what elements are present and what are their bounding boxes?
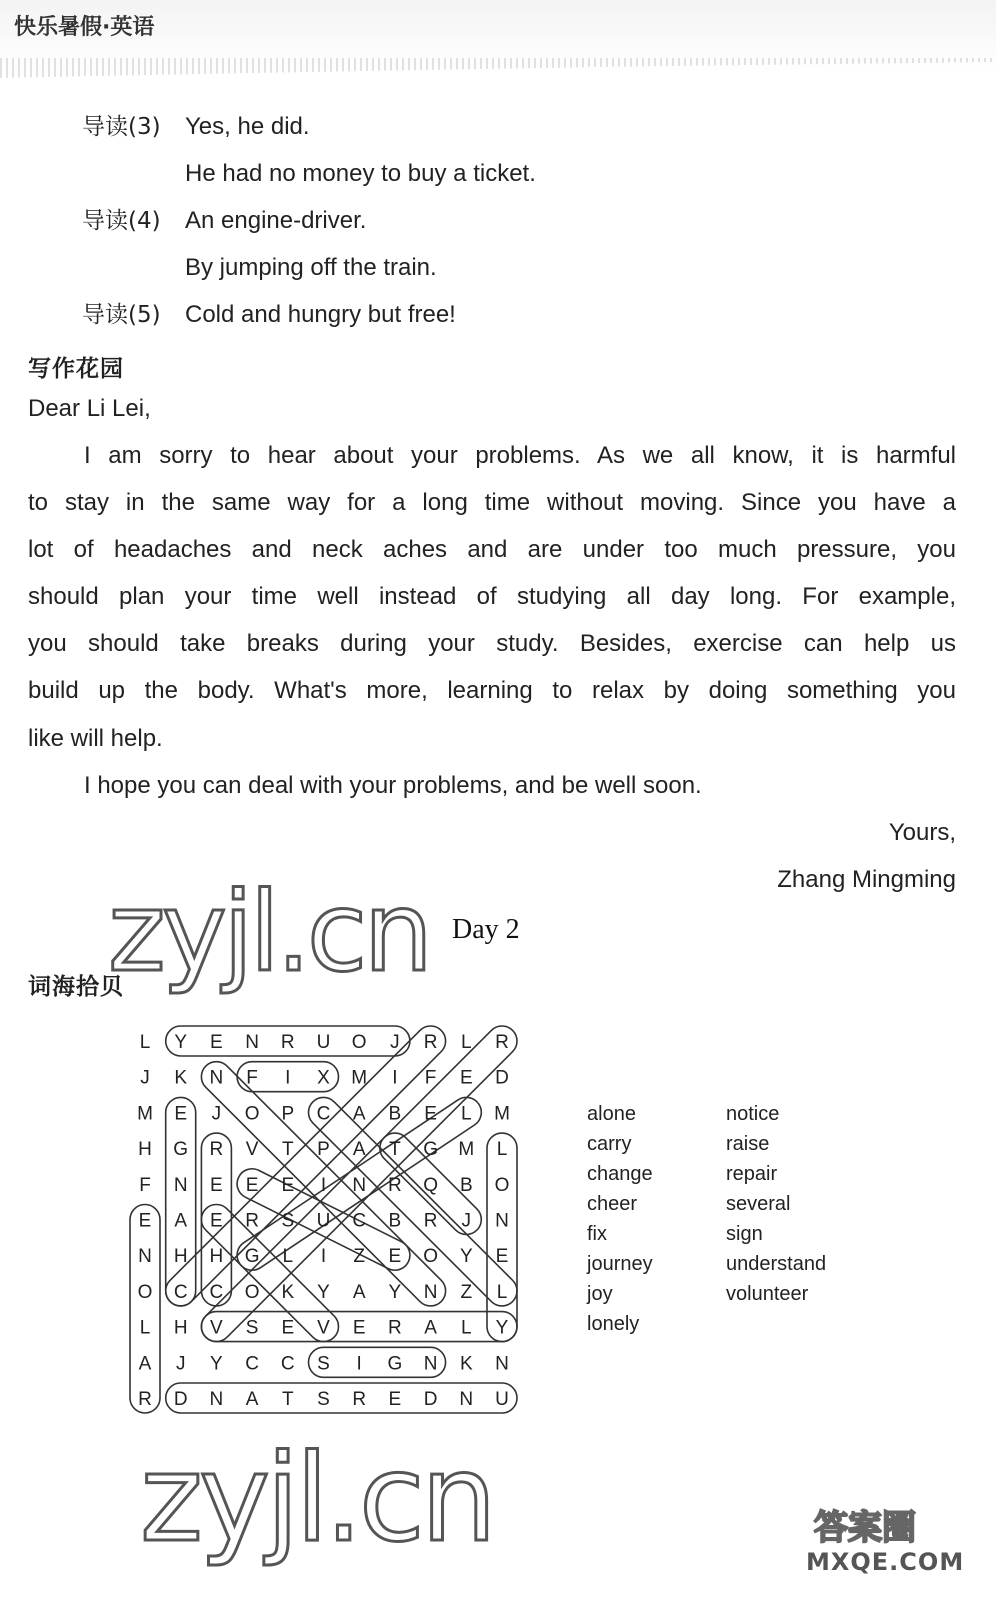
- grid-letter: D: [495, 1067, 509, 1089]
- watermark-text: zyjl.cn: [140, 1430, 493, 1569]
- grid-letter: O: [423, 1246, 438, 1268]
- grid-letter: R: [280, 1032, 295, 1053]
- reading-label-3: 导读(3): [82, 114, 161, 140]
- grid-letter: D: [173, 1389, 188, 1410]
- grid-letter: R: [388, 1317, 402, 1339]
- grid-letter: O: [494, 1174, 510, 1196]
- grid-letter: H: [138, 1139, 152, 1161]
- word-item: several: [726, 1193, 791, 1215]
- vocab-section-title: 词海拾贝: [28, 974, 124, 1000]
- grid-letter: N: [245, 1032, 259, 1053]
- grid-letter: D: [423, 1389, 438, 1410]
- letter-para1-line-4: should plan your time well instead of studying all day long. For example,: [28, 583, 956, 610]
- grid-letter: B: [459, 1174, 473, 1196]
- grid-letter: L: [496, 1139, 508, 1161]
- grid-letter: Y: [210, 1353, 223, 1375]
- stamp-logo-bottom: MXQE.COM: [806, 1548, 965, 1576]
- word-list-column-2: [726, 1099, 826, 1309]
- grid-letter: F: [139, 1174, 151, 1196]
- grid-letter: N: [138, 1246, 152, 1268]
- reading-answer-4-line-1: An engine-driver.: [185, 207, 367, 234]
- letter-signature: Zhang Mingming: [777, 866, 956, 893]
- answer-loop: [487, 1133, 517, 1342]
- grid-letter: G: [173, 1139, 189, 1161]
- grid-letter: U: [316, 1210, 331, 1232]
- grid-letter: L: [282, 1246, 294, 1268]
- grid-letter: J: [390, 1032, 400, 1053]
- grid-letter: X: [317, 1067, 330, 1089]
- word-item: joy: [587, 1283, 613, 1305]
- reading-answer-4-line-2: By jumping off the train.: [185, 254, 437, 281]
- word-item: alone: [587, 1103, 636, 1125]
- reading-answer-3-line-1: Yes, he did.: [185, 113, 310, 140]
- letter-para1-line-5: you should take breaks during your study. Besides, exercise can help us: [28, 630, 956, 657]
- grid-letter: V: [210, 1317, 223, 1339]
- grid-letter: C: [316, 1103, 331, 1125]
- grid-letter: S: [317, 1353, 330, 1375]
- grid-letter: M: [458, 1139, 475, 1161]
- grid-letter: H: [173, 1317, 188, 1339]
- grid-letter: N: [459, 1389, 474, 1410]
- grid-letter: N: [423, 1281, 438, 1303]
- reading-label-4: 导读(4): [82, 208, 161, 234]
- grid-letter: K: [281, 1281, 295, 1303]
- grid-letter: A: [424, 1317, 437, 1339]
- grid-letter: A: [352, 1281, 366, 1303]
- grid-letter: U: [495, 1389, 509, 1410]
- word-item: carry: [587, 1133, 632, 1155]
- grid-letter: S: [317, 1389, 330, 1410]
- grid-letter: S: [281, 1210, 295, 1232]
- grid-letter: N: [209, 1389, 224, 1410]
- grid-letter: J: [175, 1353, 186, 1375]
- grid-letter: N: [495, 1353, 509, 1375]
- grid-letter: U: [316, 1032, 331, 1053]
- grid-letter: M: [137, 1103, 153, 1125]
- word-item: cheer: [587, 1193, 638, 1215]
- grid-letter: Z: [353, 1246, 366, 1268]
- grid-letter: R: [352, 1389, 367, 1410]
- grid-letter: G: [244, 1246, 260, 1268]
- grid-letter: O: [244, 1281, 260, 1303]
- grid-letter: F: [246, 1067, 258, 1089]
- grid-letter: S: [245, 1317, 259, 1339]
- stamp-logo: [806, 1500, 986, 1590]
- grid-letter: L: [461, 1317, 472, 1339]
- letter-para1-line-2: to stay in the same way for a long time without moving. Since you have a: [28, 489, 956, 516]
- grid-letter: E: [210, 1210, 223, 1232]
- grid-letter: E: [495, 1246, 509, 1268]
- grid-letter: J: [461, 1210, 472, 1232]
- grid-letter: E: [388, 1389, 402, 1410]
- word-item: fix: [587, 1223, 607, 1245]
- answer-loop: [166, 1097, 196, 1306]
- grid-letter: P: [281, 1103, 295, 1125]
- grid-letter: E: [281, 1174, 295, 1196]
- grid-letter: A: [138, 1353, 152, 1375]
- grid-letter: Y: [459, 1246, 473, 1268]
- word-item: volunteer: [726, 1283, 809, 1305]
- grid-letter: L: [496, 1281, 508, 1303]
- grid-letter: A: [352, 1103, 366, 1125]
- grid-letter: R: [138, 1389, 152, 1410]
- grid-letter: L: [461, 1032, 472, 1053]
- word-item: journey: [587, 1253, 653, 1275]
- grid-letter: R: [388, 1174, 402, 1196]
- word-item: repair: [726, 1163, 778, 1185]
- answer-loop: [130, 1205, 160, 1414]
- grid-letter: E: [388, 1246, 402, 1268]
- grid-letter: J: [211, 1103, 222, 1125]
- grid-letter: I: [392, 1067, 398, 1089]
- grid-letter: N: [352, 1174, 367, 1196]
- letter-salutation: Dear Li Lei,: [28, 395, 151, 422]
- grid-letter: C: [280, 1353, 295, 1375]
- grid-letter: E: [424, 1103, 437, 1125]
- grid-letter: P: [317, 1139, 330, 1161]
- grid-letter: Y: [174, 1032, 188, 1053]
- grid-letter: O: [137, 1281, 153, 1303]
- page-header-title: 快乐暑假·英语: [14, 15, 155, 40]
- grid-letter: E: [459, 1067, 473, 1089]
- grid-letter: N: [173, 1174, 188, 1196]
- answer-loop: [302, 1091, 523, 1312]
- reading-answer-3-line-2: He had no money to buy a ticket.: [185, 160, 536, 187]
- grid-letter: I: [320, 1246, 327, 1268]
- grid-letter: M: [494, 1103, 510, 1125]
- grid-letter: K: [459, 1353, 473, 1375]
- grid-letter: R: [209, 1139, 224, 1161]
- grid-letter: V: [317, 1317, 330, 1339]
- grid-letter: E: [174, 1103, 188, 1125]
- grid-letter: F: [424, 1067, 437, 1089]
- grid-letter: E: [138, 1210, 152, 1232]
- word-item: lonely: [587, 1313, 640, 1335]
- grid-letter: Q: [423, 1174, 438, 1196]
- grid-letter: V: [245, 1139, 259, 1161]
- grid-letter: M: [351, 1067, 368, 1089]
- grid-letter: N: [495, 1210, 509, 1232]
- word-item: raise: [726, 1133, 770, 1155]
- grid-letter: I: [285, 1067, 291, 1089]
- stamp-logo-top: 答案圈: [814, 1508, 916, 1548]
- grid-letter: E: [210, 1032, 223, 1053]
- grid-letter: C: [209, 1281, 224, 1303]
- grid-letter: L: [139, 1032, 151, 1053]
- grid-letter: E: [210, 1174, 223, 1196]
- word-item: notice: [726, 1103, 780, 1125]
- letter-para1-line-1: I am sorry to hear about your problems. As we all know, it is harmful: [84, 442, 956, 469]
- grid-letter: R: [423, 1032, 438, 1053]
- writing-section-title: 写作花园: [28, 356, 124, 382]
- grid-letter: J: [140, 1067, 150, 1089]
- grid-letter: C: [245, 1353, 259, 1375]
- grid-letter: I: [356, 1353, 362, 1375]
- grid-letter: Y: [495, 1317, 509, 1339]
- word-item: sign: [726, 1223, 763, 1245]
- grid-letter: R: [245, 1210, 259, 1232]
- grid-letter: L: [139, 1317, 151, 1339]
- grid-letter: B: [388, 1103, 402, 1125]
- grid-letter: Y: [317, 1281, 330, 1303]
- grid-letter: Y: [388, 1281, 402, 1303]
- grid-letter: O: [351, 1032, 367, 1053]
- grid-letter: N: [209, 1067, 224, 1089]
- grid-letter: O: [244, 1103, 260, 1125]
- reading-answer-5-line-1: Cold and hungry but free!: [185, 301, 456, 328]
- word-item: change: [587, 1163, 653, 1185]
- grid-letter: H: [209, 1246, 224, 1268]
- answer-loop: [159, 1020, 451, 1312]
- grid-letter: T: [281, 1139, 294, 1161]
- word-list-column-1: [587, 1099, 653, 1339]
- letter-para1-line-7: like will help.: [28, 725, 163, 752]
- grid-letter: A: [245, 1389, 259, 1410]
- grid-letter: N: [423, 1353, 438, 1375]
- grid-letter: A: [352, 1139, 366, 1161]
- grid-letter: H: [173, 1246, 188, 1268]
- grid-letter: E: [352, 1317, 366, 1339]
- grid-letter: C: [173, 1281, 188, 1303]
- grid-letter: E: [245, 1174, 259, 1196]
- grid-letter: T: [281, 1389, 294, 1410]
- grid-letter: G: [387, 1353, 403, 1375]
- grid-letter: L: [461, 1103, 472, 1125]
- watermark-text: zyjl.cn: [108, 868, 430, 996]
- grid-letter: R: [495, 1032, 509, 1053]
- grid-letter: K: [174, 1067, 188, 1089]
- grid-letter: E: [281, 1317, 295, 1339]
- grid-letter: A: [174, 1210, 188, 1232]
- grid-letter: R: [423, 1210, 438, 1232]
- grid-letter: Z: [460, 1281, 473, 1303]
- grid-letter: T: [389, 1139, 401, 1161]
- letter-para1-line-3: lot of headaches and neck aches and are under too much pressure, you: [28, 536, 956, 563]
- grid-letter: I: [320, 1174, 327, 1196]
- letter-para1-line-6: build up the body. What's more, learning to relax by doing something you: [28, 677, 956, 704]
- word-item: understand: [726, 1253, 827, 1275]
- grid-letter: C: [352, 1210, 367, 1232]
- grid-letter: B: [388, 1210, 402, 1232]
- letter-para2: I hope you can deal with your problems, and be well soon.: [84, 772, 702, 799]
- day-title: Day 2: [452, 914, 520, 945]
- grid-letter: G: [423, 1139, 438, 1161]
- letter-closing: Yours,: [888, 819, 956, 846]
- reading-label-5: 导读(5): [82, 302, 161, 328]
